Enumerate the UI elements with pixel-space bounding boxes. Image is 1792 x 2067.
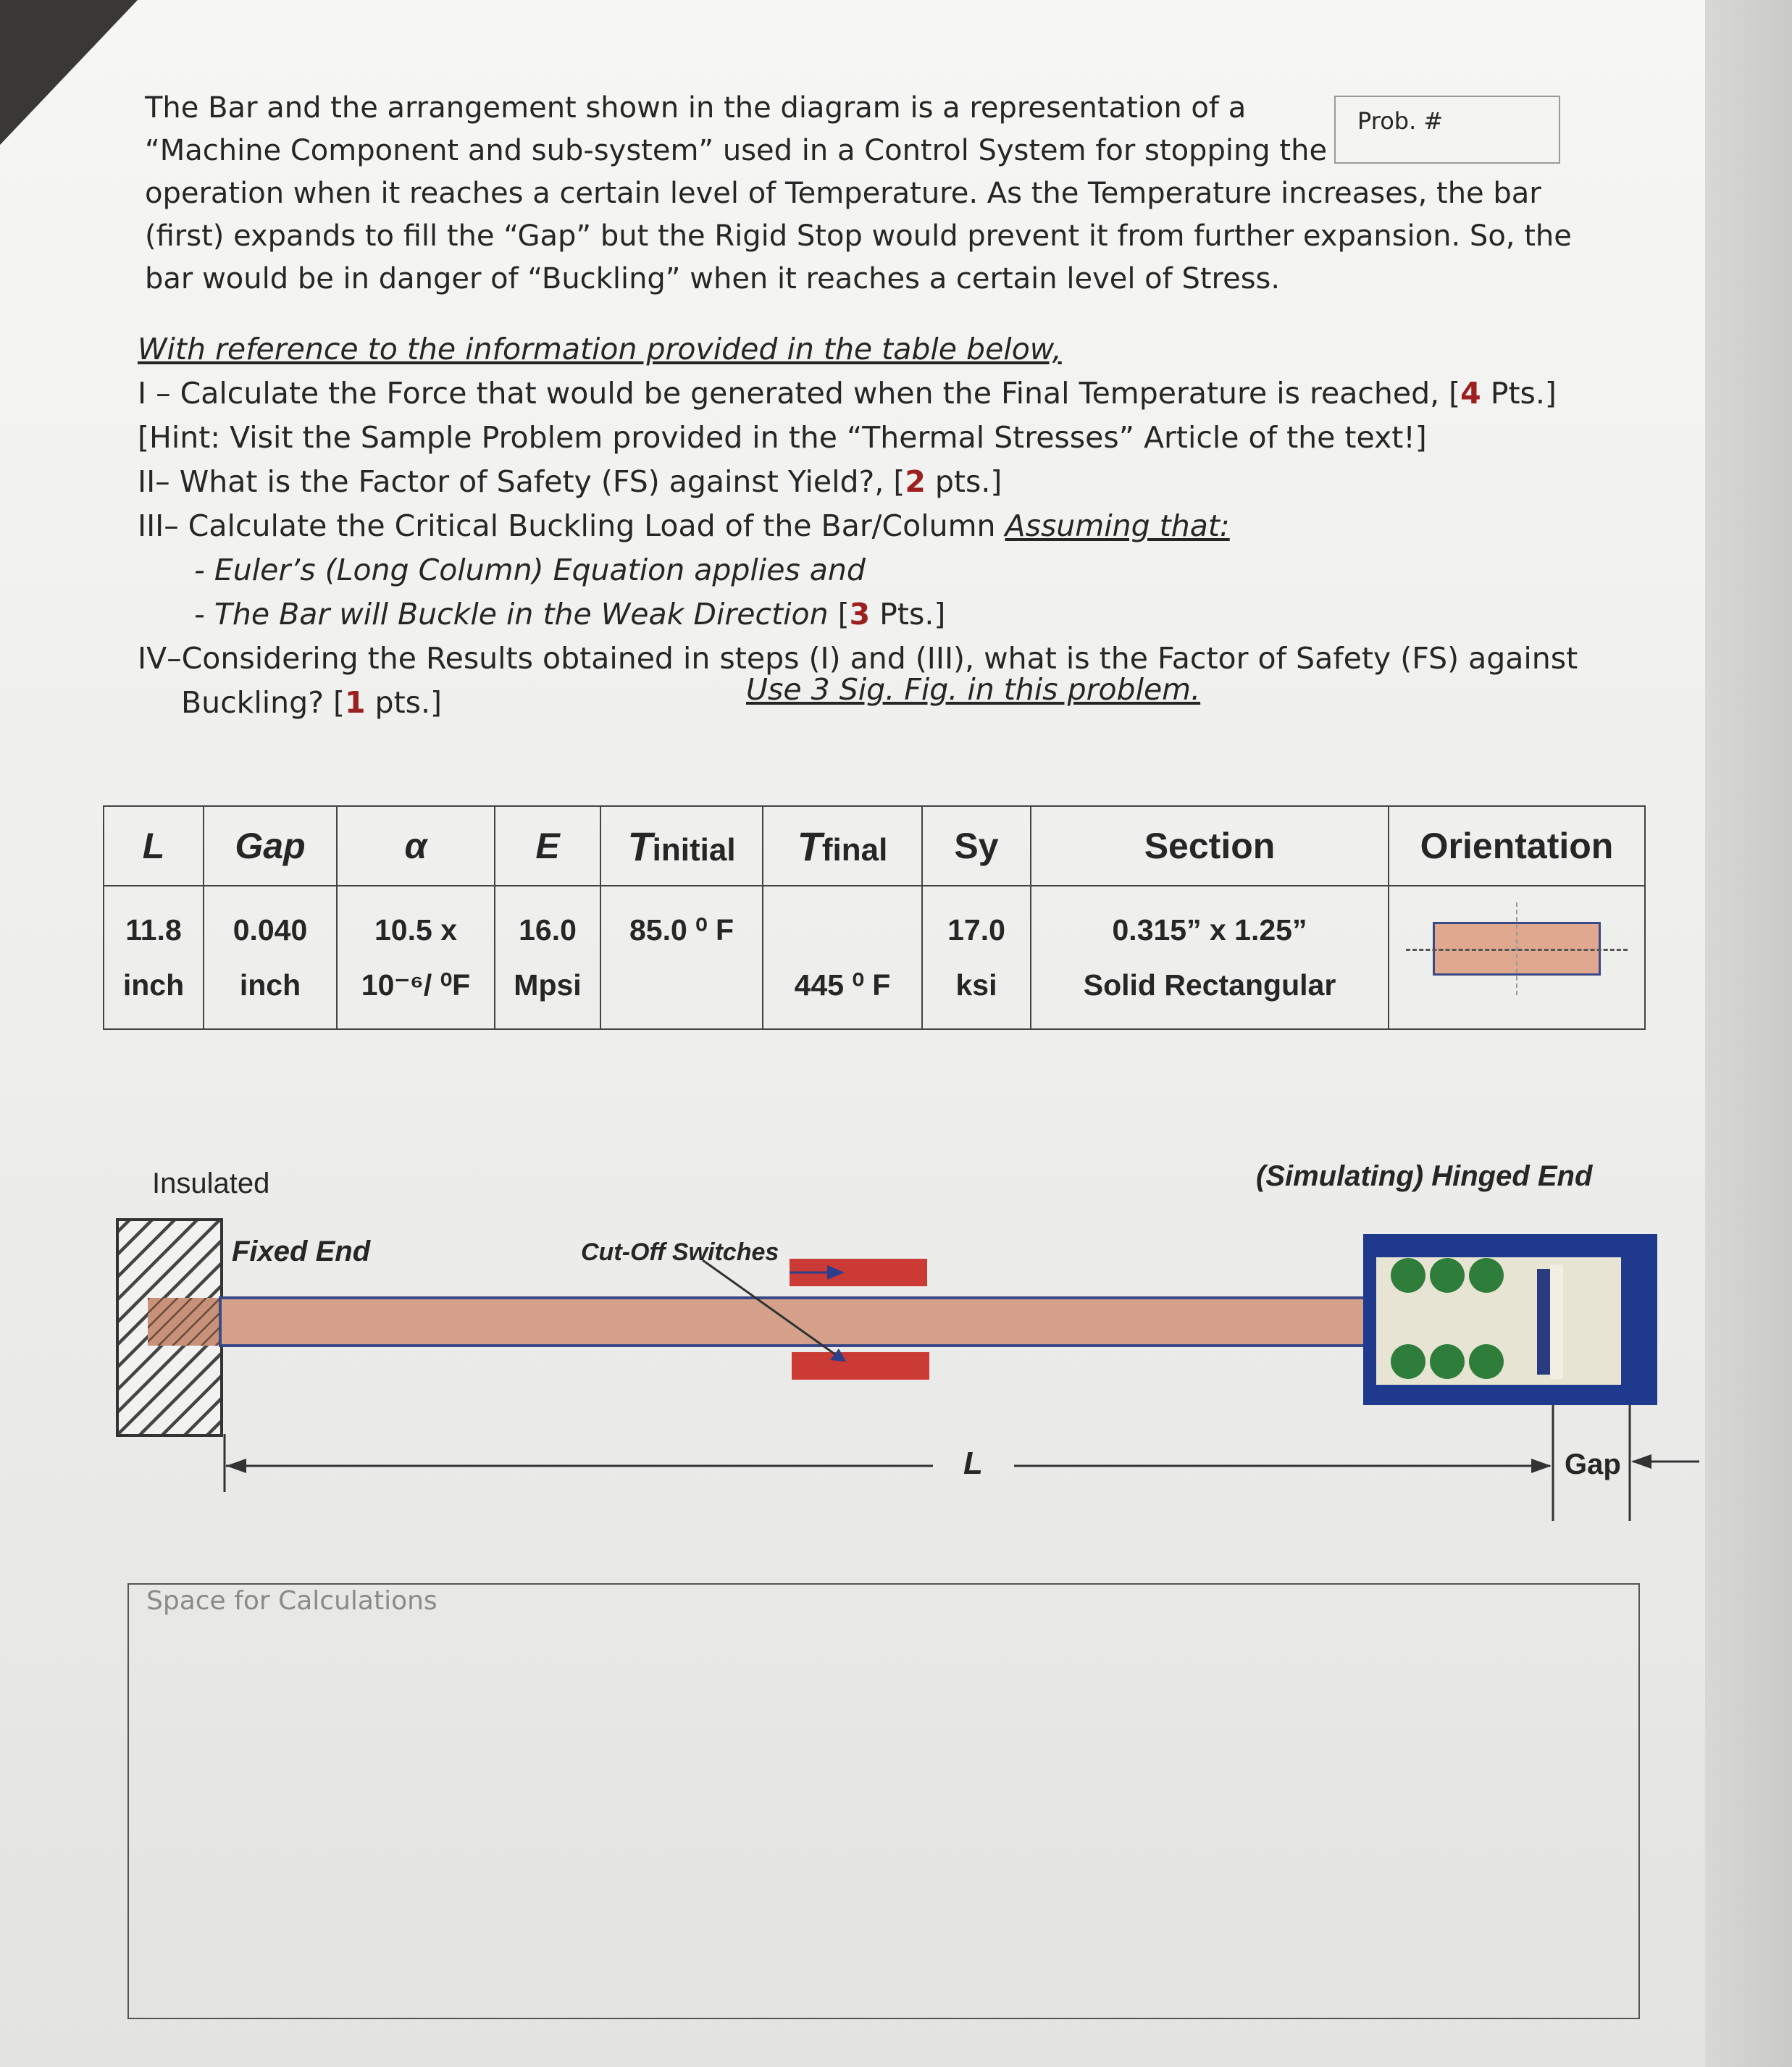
roller <box>1469 1344 1504 1379</box>
header-t-final: Tfinal <box>763 806 922 886</box>
problem-number-label: Prob. # <box>1357 107 1444 135</box>
questions-intro: With reference to the information provided in the table below, <box>138 332 1062 366</box>
roller <box>1391 1344 1425 1379</box>
cell-modulus: 16.0 Mpsi <box>495 886 600 1029</box>
header-gap: Gap <box>204 806 337 886</box>
roller <box>1391 1258 1425 1293</box>
header-length: L <box>104 806 204 886</box>
header-t-initial: Tinitial <box>600 806 763 886</box>
cell-gap: 0.040 inch <box>204 886 337 1029</box>
question-2: II– What is the Factor of Safety (FS) against Yield?, [2 pts.] <box>138 464 1002 499</box>
gap-space <box>1550 1265 1563 1379</box>
fixed-end-label: Fixed End <box>232 1236 371 1267</box>
header-alpha: α <box>337 806 495 886</box>
cell-t-final: 445 ⁰ F <box>763 886 922 1029</box>
bar-diagram <box>0 1144 1792 1535</box>
problem-description <box>145 87 1572 301</box>
header-orientation: Orientation <box>1389 806 1645 886</box>
points: 3 <box>849 597 871 632</box>
header-modulus: E <box>495 806 600 886</box>
cell-alpha: 10.5 x 10⁻⁶/ ⁰F <box>337 886 495 1029</box>
cutoff-switches-label: Cut-Off Switches <box>581 1238 779 1266</box>
description-line: “Machine Component and sub-system” used in a Control System for stopping the <box>145 134 1328 167</box>
properties-table <box>103 805 1646 1030</box>
assumption-1: - Euler’s (Long Column) Equation applies and <box>194 553 866 587</box>
description-line: The Bar and the arrangement shown in the diagram is a representation of a <box>145 91 1247 125</box>
points: 1 <box>344 685 366 720</box>
calculation-label: Space for Calculations <box>146 1586 437 1616</box>
gap-arrowhead <box>1631 1454 1651 1469</box>
header-section: Section <box>1031 806 1389 886</box>
cell-length: 11.8 inch <box>104 886 204 1029</box>
roller <box>1430 1258 1465 1293</box>
questions-block <box>138 327 1659 725</box>
question-4-cont: Buckling? [1 pts.] <box>181 685 443 720</box>
assumption-2: - The Bar will Buckle in the Weak Direction [3 Pts.] <box>194 597 946 632</box>
question-1: I – Calculate the Force that would be generated when the Final Temperature is reached, [4 Pts.] <box>138 376 1557 411</box>
orientation-icon <box>1433 922 1601 976</box>
description-line: bar would be in danger of “Buckling” when it reaches a certain level of Stress. <box>145 262 1281 295</box>
description-line: operation when it reaches a certain level of Temperature. As the Temperature increases, the bar <box>145 177 1541 210</box>
calculation-area[interactable] <box>127 1583 1640 2019</box>
cutoff-switch-bottom <box>792 1352 929 1380</box>
insulated-label: Insulated <box>152 1167 270 1199</box>
hinged-end-label: (Simulating) Hinged End <box>1256 1160 1593 1192</box>
cell-section: 0.315” x 1.25” Solid Rectangular <box>1031 886 1389 1029</box>
gap-label: Gap <box>1565 1448 1621 1480</box>
bar-embed <box>148 1298 223 1346</box>
header-yield: Sy <box>922 806 1031 886</box>
description-line: (first) expands to fill the “Gap” but the Rigid Stop would prevent it from further expansion. So, the <box>145 219 1572 253</box>
sig-fig-note: Use 3 Sig. Fig. in this problem. <box>746 672 1201 707</box>
hint: [Hint: Visit the Sample Problem provided in the “Thermal Stresses” Article of the text!] <box>138 420 1427 455</box>
length-label: L <box>963 1446 983 1481</box>
bar <box>220 1298 1538 1346</box>
roller <box>1469 1258 1504 1293</box>
points: 2 <box>905 464 926 499</box>
cell-orientation <box>1389 886 1645 1029</box>
dim-arrow-right <box>1531 1459 1552 1473</box>
cell-yield: 17.0 ksi <box>922 886 1031 1029</box>
question-4: IV–Considering the Results obtained in steps (I) and (III), what is the Factor of Safety (FS) against <box>138 641 1578 676</box>
question-3: III– Calculate the Critical Buckling Load of the Bar/Column Assuming that: <box>138 508 1230 543</box>
paper-stack-edge <box>1705 0 1792 2067</box>
dim-arrow-left <box>226 1459 246 1473</box>
points: 4 <box>1460 376 1481 411</box>
cell-t-initial: 85.0 ⁰ F <box>600 886 763 1029</box>
table-header-row <box>104 806 1645 886</box>
bar-end-plate <box>1537 1269 1550 1375</box>
assumption-heading: Assuming that: <box>1005 508 1230 543</box>
table-row <box>104 886 1645 1029</box>
roller <box>1430 1344 1465 1379</box>
